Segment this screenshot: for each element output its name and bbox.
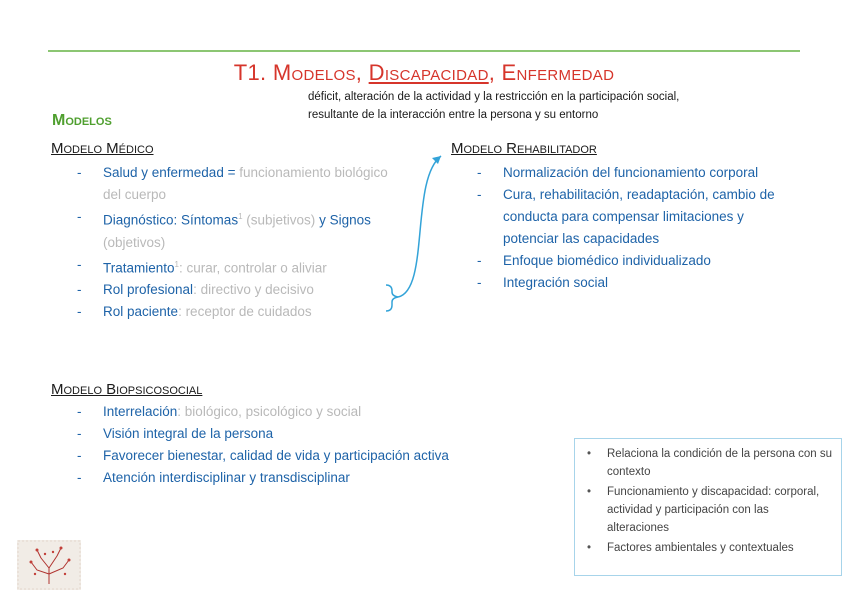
decorative-stamp-image bbox=[17, 540, 81, 590]
note-item: • Funcionamiento y discapacidad: corporal, actividad y participación con las alteraciones bbox=[587, 486, 820, 534]
definition-line-2: resultante de la interacción entre la persona y su entorno bbox=[308, 109, 599, 121]
list-item: - Normalización del funcionamiento corporal bbox=[477, 165, 759, 180]
biopsicosocial-list bbox=[77, 401, 577, 489]
title-underlined-word: Discapacidad bbox=[368, 60, 489, 85]
list-item: - Rol profesional: directivo y decisivo bbox=[77, 282, 314, 297]
note-item: • Factores ambientales y contextuales bbox=[587, 542, 794, 554]
list-item: - Enfoque biomédico individualizado bbox=[477, 253, 711, 268]
list-item: - Tratamiento$^1$: curar, controlar o aliviar bbox=[77, 256, 327, 275]
section-heading: Modelos bbox=[52, 112, 112, 129]
biopsicosocial-notes-box bbox=[574, 438, 842, 576]
list-item: - Visión integral de la persona bbox=[77, 426, 274, 441]
list-item: - Interrelación: biológico, psicológico y social bbox=[77, 404, 362, 419]
list-item: - Diagnóstico: Síntomas$^1$ (subjetivos) y Signos (objetivos) bbox=[77, 209, 371, 250]
page-title: T1. Modelos, Discapacidad, Enfermedad bbox=[233, 60, 615, 85]
note-item: • Relaciona la condición de la persona con su contexto bbox=[587, 448, 833, 478]
rehabilitador-heading: Modelo Rehabilitador bbox=[451, 140, 597, 157]
medico-heading: Modelo Médico bbox=[51, 140, 154, 157]
definition-line-1: déficit, alteración de la actividad y la restricción en la participación social, bbox=[308, 91, 680, 103]
list-item: - Cura, rehabilitación, readaptación, cambio de conducta para compensar limitaciones y potenciar las capacidades bbox=[477, 187, 775, 246]
coral-icon bbox=[17, 540, 81, 590]
list-item: - Favorecer bienestar, calidad de vida y participación activa bbox=[77, 448, 449, 463]
list-item: - Integración social bbox=[477, 275, 609, 290]
list-item: - Rol paciente: receptor de cuidados bbox=[77, 304, 312, 319]
list-item: - Salud y enfermedad = funcionamiento biológico del cuerpo bbox=[77, 165, 388, 202]
biopsicosocial-heading: Modelo Biopsicosocial bbox=[51, 381, 203, 398]
list-item: - Atención interdisciplinar y transdisciplinar bbox=[77, 470, 350, 485]
